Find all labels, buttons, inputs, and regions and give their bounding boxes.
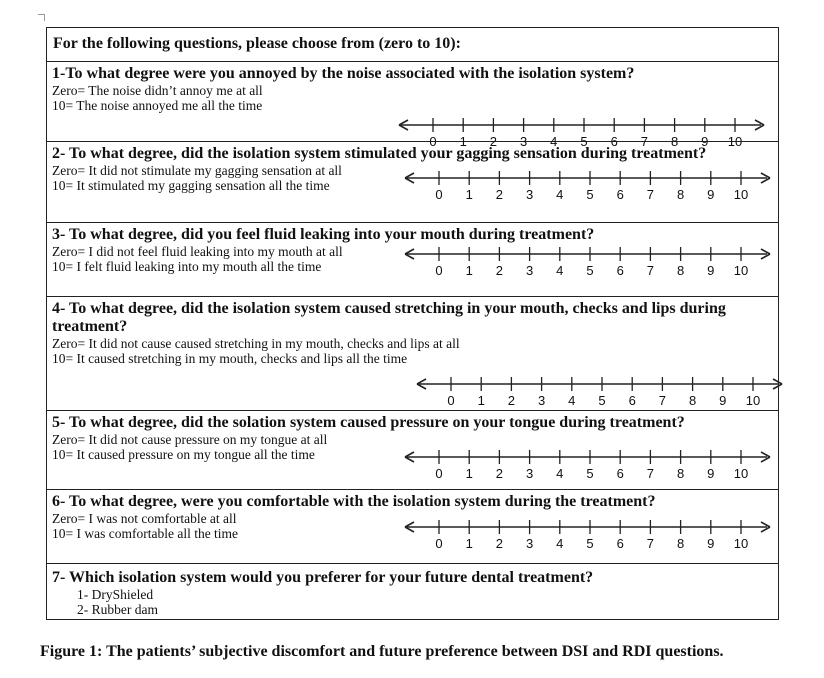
tick-label: 3 xyxy=(519,134,528,149)
tick-label: 10 xyxy=(733,466,749,481)
number-line xyxy=(403,448,773,466)
tick-label: 8 xyxy=(676,187,685,202)
tick-labels xyxy=(403,466,773,482)
tick-label: 5 xyxy=(586,187,594,202)
tick-label: 3 xyxy=(525,466,534,481)
question-4 xyxy=(47,297,778,411)
questionnaire-table xyxy=(46,27,779,620)
tick-label: 6 xyxy=(616,187,624,202)
tick-label: 2 xyxy=(495,187,504,202)
tick-label: 8 xyxy=(676,263,685,278)
tick-label: 9 xyxy=(701,134,709,149)
tick-label: 9 xyxy=(707,263,715,278)
question-4-rating-scale[interactable] xyxy=(415,375,785,411)
tick-label: 7 xyxy=(646,187,655,202)
tick-label: 5 xyxy=(586,536,594,551)
tick-label: 8 xyxy=(670,134,679,149)
tick-label: 5 xyxy=(580,134,588,149)
tick-label: 0 xyxy=(435,263,443,278)
question-4-title: 4- To what degree, did the isolation system caused stretching in your mouth, checks and lips during treatment? xyxy=(52,300,726,335)
question-2 xyxy=(47,142,778,223)
question-4-zero-anchor: Zero= It did not cause caused stretching in my mouth, checks and lips at all xyxy=(52,336,460,351)
tick-label: 2 xyxy=(507,393,516,408)
question-3-title: 3- To what degree, did you feel fluid leaking into your mouth during treatment? xyxy=(52,226,595,243)
tick-label: 1 xyxy=(477,393,485,408)
tick-label: 6 xyxy=(610,134,618,149)
question-7-option-2[interactable]: 2- Rubber dam xyxy=(77,602,158,617)
tick-label: 2 xyxy=(495,263,504,278)
question-5-title: 5- To what degree, did the solation system caused pressure on your tongue during treatment? xyxy=(52,414,685,431)
tick-label: 2 xyxy=(489,134,498,149)
tick-label: 3 xyxy=(537,393,546,408)
question-3 xyxy=(47,223,778,297)
tick-label: 1 xyxy=(459,134,467,149)
tick-label: 9 xyxy=(707,466,715,481)
tick-label: 4 xyxy=(556,466,564,481)
tick-labels xyxy=(403,187,773,203)
corner-mark xyxy=(38,14,45,21)
tick-label: 10 xyxy=(727,134,743,149)
tick-label: 2 xyxy=(495,536,504,551)
tick-labels xyxy=(403,536,773,552)
question-1-title: 1-To what degree were you annoyed by the noise associated with the isolation system? xyxy=(52,65,635,82)
tick-label: 7 xyxy=(646,536,655,551)
question-5 xyxy=(47,411,778,490)
question-5-zero-anchor: Zero= It did not cause pressure on my tongue at all xyxy=(52,432,328,447)
tick-label: 4 xyxy=(568,393,576,408)
question-2-ten-anchor: 10= It stimulated my gagging sensation all the time xyxy=(52,178,330,193)
tick-label: 6 xyxy=(616,263,624,278)
tick-label: 5 xyxy=(586,263,594,278)
tick-label: 7 xyxy=(646,466,655,481)
question-3-rating-scale[interactable] xyxy=(403,245,773,281)
tick-label: 9 xyxy=(719,393,727,408)
tick-label: 0 xyxy=(447,393,455,408)
number-line xyxy=(403,245,773,263)
question-7 xyxy=(47,564,778,619)
tick-label: 4 xyxy=(556,187,564,202)
tick-label: 2 xyxy=(495,466,504,481)
question-4-ten-anchor: 10= It caused stretching in my mouth, checks and lips all the time xyxy=(52,351,408,366)
question-1-ten-anchor: 10= The noise annoyed me all the time xyxy=(52,98,263,113)
number-line xyxy=(403,518,773,536)
tick-label: 7 xyxy=(646,263,655,278)
tick-label: 10 xyxy=(733,536,749,551)
question-6-ten-anchor: 10= I was comfortable all the time xyxy=(52,526,239,541)
tick-label: 3 xyxy=(525,187,534,202)
question-6-rating-scale[interactable] xyxy=(403,518,773,554)
tick-label: 0 xyxy=(435,466,443,481)
tick-label: 4 xyxy=(556,263,564,278)
question-6 xyxy=(47,490,778,564)
question-6-title: 6- To what degree, were you comfortable with the isolation system during the treatment? xyxy=(52,493,656,510)
question-1 xyxy=(47,62,778,149)
instructions-text: For the following questions, please choose from (zero to 10): xyxy=(53,35,461,52)
tick-label: 3 xyxy=(525,263,534,278)
tick-label: 1 xyxy=(465,466,473,481)
number-line xyxy=(397,116,767,134)
question-3-ten-anchor: 10= I felt fluid leaking into my mouth all the time xyxy=(52,259,322,274)
tick-label: 7 xyxy=(640,134,649,149)
question-1-zero-anchor: Zero= The noise didn’t annoy me at all xyxy=(52,83,263,98)
tick-label: 6 xyxy=(616,466,624,481)
tick-label: 3 xyxy=(525,536,534,551)
tick-label: 10 xyxy=(745,393,761,408)
tick-label: 1 xyxy=(465,536,473,551)
tick-label: 6 xyxy=(628,393,636,408)
tick-label: 1 xyxy=(465,263,473,278)
question-5-rating-scale[interactable] xyxy=(403,448,773,484)
tick-label: 0 xyxy=(435,187,443,202)
tick-label: 10 xyxy=(733,263,749,278)
number-line xyxy=(415,375,785,393)
tick-label: 8 xyxy=(676,466,685,481)
tick-label: 0 xyxy=(429,134,437,149)
tick-label: 8 xyxy=(688,393,697,408)
tick-label: 10 xyxy=(733,187,749,202)
tick-label: 5 xyxy=(586,466,594,481)
tick-labels xyxy=(403,263,773,279)
tick-label: 5 xyxy=(598,393,606,408)
tick-label: 0 xyxy=(435,536,443,551)
tick-labels xyxy=(415,393,785,409)
tick-label: 6 xyxy=(616,536,624,551)
number-line xyxy=(403,169,773,187)
question-6-zero-anchor: Zero= I was not comfortable at all xyxy=(52,511,237,526)
tick-label: 9 xyxy=(707,536,715,551)
tick-label: 1 xyxy=(465,187,473,202)
question-7-title: 7- Which isolation system would you preferer for your future dental treatment? xyxy=(52,569,594,586)
figure-caption: Figure 1: The patients’ subjective discomfort and future preference between DSI and RDI questions. xyxy=(40,643,724,660)
instructions-header xyxy=(47,28,778,62)
tick-label: 4 xyxy=(550,134,558,149)
question-7-option-1[interactable]: 1- DryShieled xyxy=(77,587,154,602)
question-2-zero-anchor: Zero= It did not stimulate my gagging sensation at all xyxy=(52,163,342,178)
question-5-ten-anchor: 10= It caused pressure on my tongue all the time xyxy=(52,447,315,462)
question-3-zero-anchor: Zero= I did not feel fluid leaking into my mouth at all xyxy=(52,244,343,259)
question-2-rating-scale[interactable] xyxy=(403,169,773,205)
tick-label: 4 xyxy=(556,536,564,551)
tick-label: 9 xyxy=(707,187,715,202)
tick-label: 7 xyxy=(658,393,667,408)
question-2-title: 2- To what degree, did the isolation system stimulated your gagging sensation during treatment? xyxy=(52,145,707,162)
tick-label: 8 xyxy=(676,536,685,551)
